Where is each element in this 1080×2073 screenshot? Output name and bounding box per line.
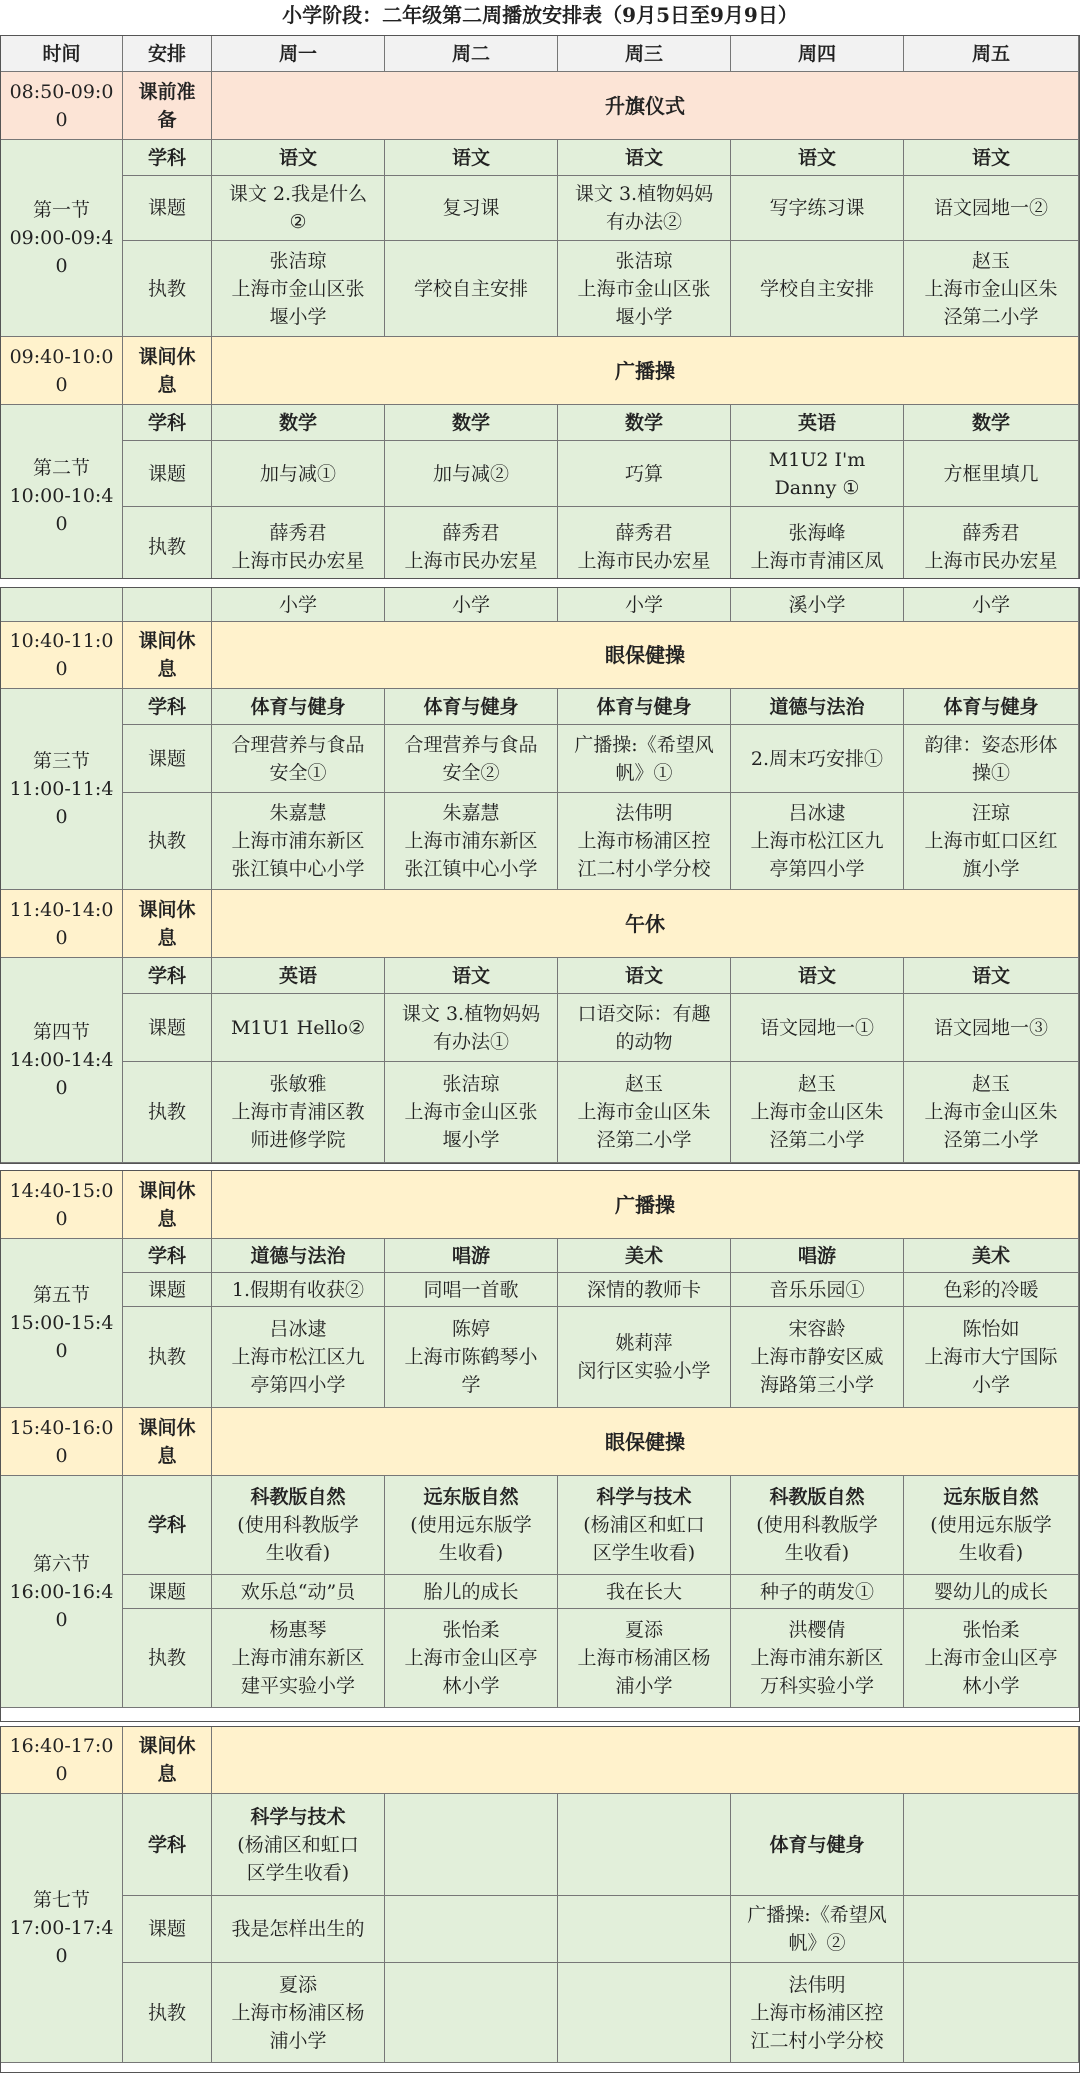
row-label-subject: 学科 xyxy=(123,1476,212,1575)
schedule-table-section xyxy=(0,35,1080,579)
topic-cell: 婴幼儿的成长 xyxy=(904,1575,1079,1609)
subject-cell xyxy=(731,689,904,725)
subject-cell xyxy=(385,1239,558,1273)
topic-cell: 语文园地一① xyxy=(731,994,904,1062)
topic-cell: 合理营养与食品 安全② xyxy=(385,725,558,793)
topic-cell: 课文 2.我是什么 ② xyxy=(212,176,385,241)
row-label-topic: 课题 xyxy=(123,1896,212,1963)
topic-cell: 语文园地一② xyxy=(904,176,1079,241)
period-name-cell: 第三节 11:00-11:4 0 xyxy=(1,689,123,890)
time-cell: 16:40-17:0 0 xyxy=(1,1727,123,1794)
topic-cell: 欢乐总“动”员 xyxy=(212,1575,385,1609)
teacher-cell: 洪樱倩 上海市浦东新区 万科实验小学 xyxy=(731,1609,904,1708)
row-label-teacher: 执教 xyxy=(123,241,212,337)
teacher-cell xyxy=(558,1963,731,2063)
row-label-teacher: 执教 xyxy=(123,507,212,579)
subject-cell xyxy=(731,1239,904,1273)
page-title: 小学阶段：二年级第二周播放安排表（9月5日至9月9日） xyxy=(282,3,798,27)
time-cell: 11:40-14:0 0 xyxy=(1,890,123,958)
row-label-teacher: 执教 xyxy=(123,1062,212,1163)
subject-cell xyxy=(558,958,731,994)
subject-note: (使用科教版学 生收看) xyxy=(237,1514,359,1564)
topic-cell: 深情的教师卡 xyxy=(558,1273,731,1307)
event-cell: 午休 xyxy=(212,890,1079,958)
topic-cell: 2.周末巧安排① xyxy=(731,725,904,793)
row-label-subject: 学科 xyxy=(123,140,212,176)
subject-name: 数学 xyxy=(971,411,1010,434)
teacher-cell: 学校自主安排 xyxy=(385,241,558,337)
row-label-topic: 课题 xyxy=(123,1273,212,1307)
subject-cell xyxy=(558,140,731,176)
teacher-cell: 薛秀君 上海市民办宏星 xyxy=(558,507,731,579)
schedule-table-section xyxy=(0,587,1080,1164)
teacher-cell: 吕冰逮 上海市松江区九 亭第四小学 xyxy=(731,793,904,890)
event-cell: 广播操 xyxy=(212,1171,1079,1239)
blank-cell xyxy=(123,588,212,622)
teacher-cell: 赵玉 上海市金山区朱 泾第二小学 xyxy=(558,1062,731,1163)
subject-cell xyxy=(558,1794,731,1896)
topic-cell: 加与减② xyxy=(385,441,558,507)
subject-cell xyxy=(731,1476,904,1575)
topic-cell: 方框里填几 xyxy=(904,441,1079,507)
header-day: 周三 xyxy=(558,36,731,72)
subject-cell xyxy=(212,689,385,725)
teacher-continuation-cell: 小学 xyxy=(558,588,731,622)
subject-name: 体育与健身 xyxy=(423,695,519,718)
row-label-teacher: 执教 xyxy=(123,1307,212,1408)
arrange-cell: 课间休 息 xyxy=(123,1408,212,1476)
subject-name: 语文 xyxy=(971,964,1010,987)
row-label-subject: 学科 xyxy=(123,1794,212,1896)
row-label-teacher: 执教 xyxy=(123,1609,212,1708)
subject-cell xyxy=(731,405,904,441)
teacher-continuation-cell: 小学 xyxy=(385,588,558,622)
arrange-cell: 课间休 息 xyxy=(123,890,212,958)
topic-cell: 韵律：姿态形体 操① xyxy=(904,725,1079,793)
teacher-cell: 陈怡如 上海市大宁国际 小学 xyxy=(904,1307,1079,1408)
subject-name: 科教版自然 xyxy=(769,1486,865,1508)
topic-cell: 我在长大 xyxy=(558,1575,731,1609)
subject-cell xyxy=(212,958,385,994)
teacher-cell: 法伟明 上海市杨浦区控 江二村小学分校 xyxy=(558,793,731,890)
subject-name: 体育与健身 xyxy=(596,695,692,718)
row-label-topic: 课题 xyxy=(123,176,212,241)
subject-name: 数学 xyxy=(451,411,490,434)
teacher-cell: 张怡柔 上海市金山区亭 林小学 xyxy=(904,1609,1079,1708)
subject-cell xyxy=(212,1239,385,1273)
teacher-cell: 朱嘉慧 上海市浦东新区 张江镇中心小学 xyxy=(212,793,385,890)
teacher-cell: 陈婷 上海市陈鹤琴小 学 xyxy=(385,1307,558,1408)
subject-name: 体育与健身 xyxy=(250,695,346,718)
teacher-continuation-cell: 小学 xyxy=(212,588,385,622)
teacher-cell xyxy=(904,1963,1079,2063)
subject-name: 数学 xyxy=(278,411,317,434)
subject-name: 美术 xyxy=(624,1244,663,1267)
subject-cell xyxy=(731,1794,904,1896)
subject-cell xyxy=(212,1794,385,1896)
teacher-continuation-cell: 溪小学 xyxy=(731,588,904,622)
subject-name: 语文 xyxy=(451,964,490,987)
teacher-cell: 夏添 上海市杨浦区杨 浦小学 xyxy=(558,1609,731,1708)
teacher-cell: 张敏雅 上海市青浦区教 师进修学院 xyxy=(212,1062,385,1163)
subject-name: 语文 xyxy=(278,146,317,169)
subject-cell xyxy=(385,958,558,994)
topic-cell: 广播操:《希望风 帆》① xyxy=(558,725,731,793)
schedule-table-section xyxy=(0,1170,1080,1722)
topic-cell: 写字练习课 xyxy=(731,176,904,241)
teacher-cell: 薛秀君 上海市民办宏星 xyxy=(212,507,385,579)
teacher-cell: 朱嘉慧 上海市浦东新区 张江镇中心小学 xyxy=(385,793,558,890)
teacher-cell: 宋容龄 上海市静安区威 海路第三小学 xyxy=(731,1307,904,1408)
period-name-cell: 第二节 10:00-10:4 0 xyxy=(1,405,123,579)
subject-cell xyxy=(385,140,558,176)
teacher-cell: 夏添 上海市杨浦区杨 浦小学 xyxy=(212,1963,385,2063)
teacher-cell: 学校自主安排 xyxy=(731,241,904,337)
topic-cell xyxy=(904,1896,1079,1963)
teacher-cell: 张洁琼 上海市金山区张 堰小学 xyxy=(558,241,731,337)
row-label-teacher: 执教 xyxy=(123,1963,212,2063)
subject-name: 体育与健身 xyxy=(769,1833,865,1856)
row-label-subject: 学科 xyxy=(123,689,212,725)
topic-cell: 同唱一首歌 xyxy=(385,1273,558,1307)
time-cell: 09:40-10:0 0 xyxy=(1,337,123,405)
teacher-cell: 吕冰逮 上海市松江区九 亭第四小学 xyxy=(212,1307,385,1408)
teacher-cell: 张洁琼 上海市金山区张 堰小学 xyxy=(212,241,385,337)
subject-name: 唱游 xyxy=(797,1244,836,1267)
arrange-cell: 课间休 息 xyxy=(123,1727,212,1794)
subject-cell xyxy=(212,405,385,441)
subject-note: (使用科教版学 生收看) xyxy=(756,1514,878,1564)
header-day: 周二 xyxy=(385,36,558,72)
teacher-continuation-cell: 小学 xyxy=(904,588,1079,622)
topic-cell: 巧算 xyxy=(558,441,731,507)
subject-cell xyxy=(385,1794,558,1896)
topic-cell: 加与减① xyxy=(212,441,385,507)
period-name-cell: 第一节 09:00-09:4 0 xyxy=(1,140,123,337)
subject-name: 语文 xyxy=(797,964,836,987)
teacher-cell: 张海峰 上海市青浦区凤 xyxy=(731,507,904,579)
subject-cell xyxy=(731,958,904,994)
subject-name: 唱游 xyxy=(451,1244,490,1267)
topic-cell: 色彩的冷暖 xyxy=(904,1273,1079,1307)
subject-cell xyxy=(558,405,731,441)
header-day: 周五 xyxy=(904,36,1079,72)
topic-cell: 1.假期有收获② xyxy=(212,1273,385,1307)
teacher-cell: 姚莉萍 闵行区实验小学 xyxy=(558,1307,731,1408)
period-name-cell: 第五节 15:00-15:4 0 xyxy=(1,1239,123,1408)
teacher-cell: 张洁琼 上海市金山区张 堰小学 xyxy=(385,1062,558,1163)
arrange-cell: 课间休 息 xyxy=(123,622,212,689)
topic-cell: 复习课 xyxy=(385,176,558,241)
header-day: 周四 xyxy=(731,36,904,72)
event-cell: 眼保健操 xyxy=(212,1408,1079,1476)
row-label-subject: 学科 xyxy=(123,405,212,441)
subject-name: 科学与技术 xyxy=(596,1486,692,1508)
subject-name: 英语 xyxy=(278,964,317,987)
event-cell: 眼保健操 xyxy=(212,622,1079,689)
subject-note: (使用远东版学 生收看) xyxy=(930,1514,1052,1564)
subject-name: 科教版自然 xyxy=(250,1486,346,1508)
subject-cell xyxy=(904,1239,1079,1273)
time-cell: 08:50-09:0 0 xyxy=(1,72,123,140)
topic-cell: 合理营养与食品 安全① xyxy=(212,725,385,793)
topic-cell: M1U2 I'm Danny ① xyxy=(731,441,904,507)
subject-name: 语文 xyxy=(624,146,663,169)
header-arrange: 安排 xyxy=(123,36,212,72)
teacher-cell: 赵玉 上海市金山区朱 泾第二小学 xyxy=(731,1062,904,1163)
subject-name: 数学 xyxy=(624,411,663,434)
subject-note: (杨浦区和虹口 区学生收看) xyxy=(583,1514,705,1564)
header-time: 时间 xyxy=(1,36,123,72)
teacher-cell: 薛秀君 上海市民办宏星 xyxy=(904,507,1079,579)
subject-cell xyxy=(904,958,1079,994)
subject-cell xyxy=(212,1476,385,1575)
subject-name: 远东版自然 xyxy=(943,1486,1039,1508)
topic-cell: 种子的萌发① xyxy=(731,1575,904,1609)
event-cell: 升旗仪式 xyxy=(212,72,1079,140)
row-label-subject: 学科 xyxy=(123,958,212,994)
subject-name: 科学与技术 xyxy=(250,1805,346,1828)
subject-name: 体育与健身 xyxy=(943,695,1039,718)
teacher-cell xyxy=(385,1963,558,2063)
teacher-cell: 法伟明 上海市杨浦区控 江二村小学分校 xyxy=(731,1963,904,2063)
arrange-cell: 课间休 息 xyxy=(123,1171,212,1239)
teacher-cell: 赵玉 上海市金山区朱 泾第二小学 xyxy=(904,1062,1079,1163)
arrange-cell: 课前准 备 xyxy=(123,72,212,140)
row-label-topic: 课题 xyxy=(123,994,212,1062)
subject-name: 道德与法治 xyxy=(769,695,865,718)
header-day: 周一 xyxy=(212,36,385,72)
row-label-topic: 课题 xyxy=(123,725,212,793)
period-name-cell: 第六节 16:00-16:4 0 xyxy=(1,1476,123,1708)
subject-cell xyxy=(558,1239,731,1273)
subject-cell xyxy=(904,140,1079,176)
subject-name: 英语 xyxy=(797,411,836,434)
event-cell xyxy=(212,1727,1079,1794)
topic-cell xyxy=(385,1896,558,1963)
subject-name: 语文 xyxy=(971,146,1010,169)
subject-cell xyxy=(904,405,1079,441)
subject-cell xyxy=(558,1476,731,1575)
subject-name: 道德与法治 xyxy=(250,1244,346,1267)
topic-cell: M1U1 Hello② xyxy=(212,994,385,1062)
topic-cell: 我是怎样出生的 xyxy=(212,1896,385,1963)
topic-cell: 语文园地一③ xyxy=(904,994,1079,1062)
subject-name: 语文 xyxy=(451,146,490,169)
blank-cell xyxy=(1,588,123,622)
subject-note: (杨浦区和虹口 区学生收看) xyxy=(237,1833,359,1884)
subject-cell xyxy=(385,1476,558,1575)
time-cell: 14:40-15:0 0 xyxy=(1,1171,123,1239)
row-label-topic: 课题 xyxy=(123,441,212,507)
teacher-cell: 张怡柔 上海市金山区亭 林小学 xyxy=(385,1609,558,1708)
time-cell: 15:40-16:0 0 xyxy=(1,1408,123,1476)
subject-name: 语文 xyxy=(624,964,663,987)
teacher-cell: 杨惠琴 上海市浦东新区 建平实验小学 xyxy=(212,1609,385,1708)
subject-cell xyxy=(558,689,731,725)
schedule-table-section xyxy=(0,1726,1080,2073)
teacher-cell: 薛秀君 上海市民办宏星 xyxy=(385,507,558,579)
row-label-teacher: 执教 xyxy=(123,793,212,890)
topic-cell: 音乐乐园① xyxy=(731,1273,904,1307)
topic-cell: 广播操:《希望风 帆》② xyxy=(731,1896,904,1963)
subject-cell xyxy=(904,1794,1079,1896)
arrange-cell: 课间休 息 xyxy=(123,337,212,405)
subject-name: 语文 xyxy=(797,146,836,169)
subject-cell xyxy=(212,140,385,176)
period-name-cell: 第四节 14:00-14:4 0 xyxy=(1,958,123,1163)
topic-cell: 口语交际：有趣 的动物 xyxy=(558,994,731,1062)
subject-cell xyxy=(385,689,558,725)
period-name-cell: 第七节 17:00-17:4 0 xyxy=(1,1794,123,2063)
subject-name: 远东版自然 xyxy=(423,1486,519,1508)
subject-cell xyxy=(385,405,558,441)
subject-name: 美术 xyxy=(971,1244,1010,1267)
subject-note: (使用远东版学 生收看) xyxy=(410,1514,532,1564)
topic-cell xyxy=(558,1896,731,1963)
time-cell: 10:40-11:0 0 xyxy=(1,622,123,689)
topic-cell: 胎儿的成长 xyxy=(385,1575,558,1609)
topic-cell: 课文 3.植物妈妈 有办法① xyxy=(385,994,558,1062)
topic-cell: 课文 3.植物妈妈 有办法② xyxy=(558,176,731,241)
event-cell: 广播操 xyxy=(212,337,1079,405)
subject-cell xyxy=(731,140,904,176)
row-label-topic: 课题 xyxy=(123,1575,212,1609)
teacher-cell: 汪琼 上海市虹口区红 旗小学 xyxy=(904,793,1079,890)
subject-cell xyxy=(904,1476,1079,1575)
row-label-subject: 学科 xyxy=(123,1239,212,1273)
teacher-cell: 赵玉 上海市金山区朱 泾第二小学 xyxy=(904,241,1079,337)
subject-cell xyxy=(904,689,1079,725)
